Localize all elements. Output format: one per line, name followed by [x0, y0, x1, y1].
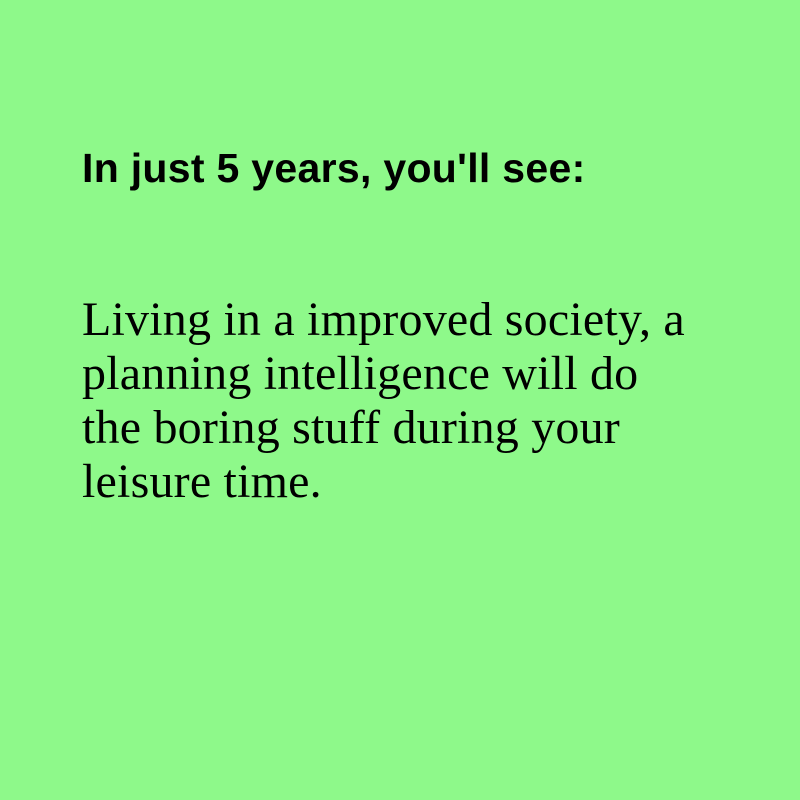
headline: In just 5 years, you'll see:	[82, 145, 586, 191]
body-text: Living in a improved society, a planning intelligence will do the boring stuff during your leisure time.	[82, 293, 685, 508]
